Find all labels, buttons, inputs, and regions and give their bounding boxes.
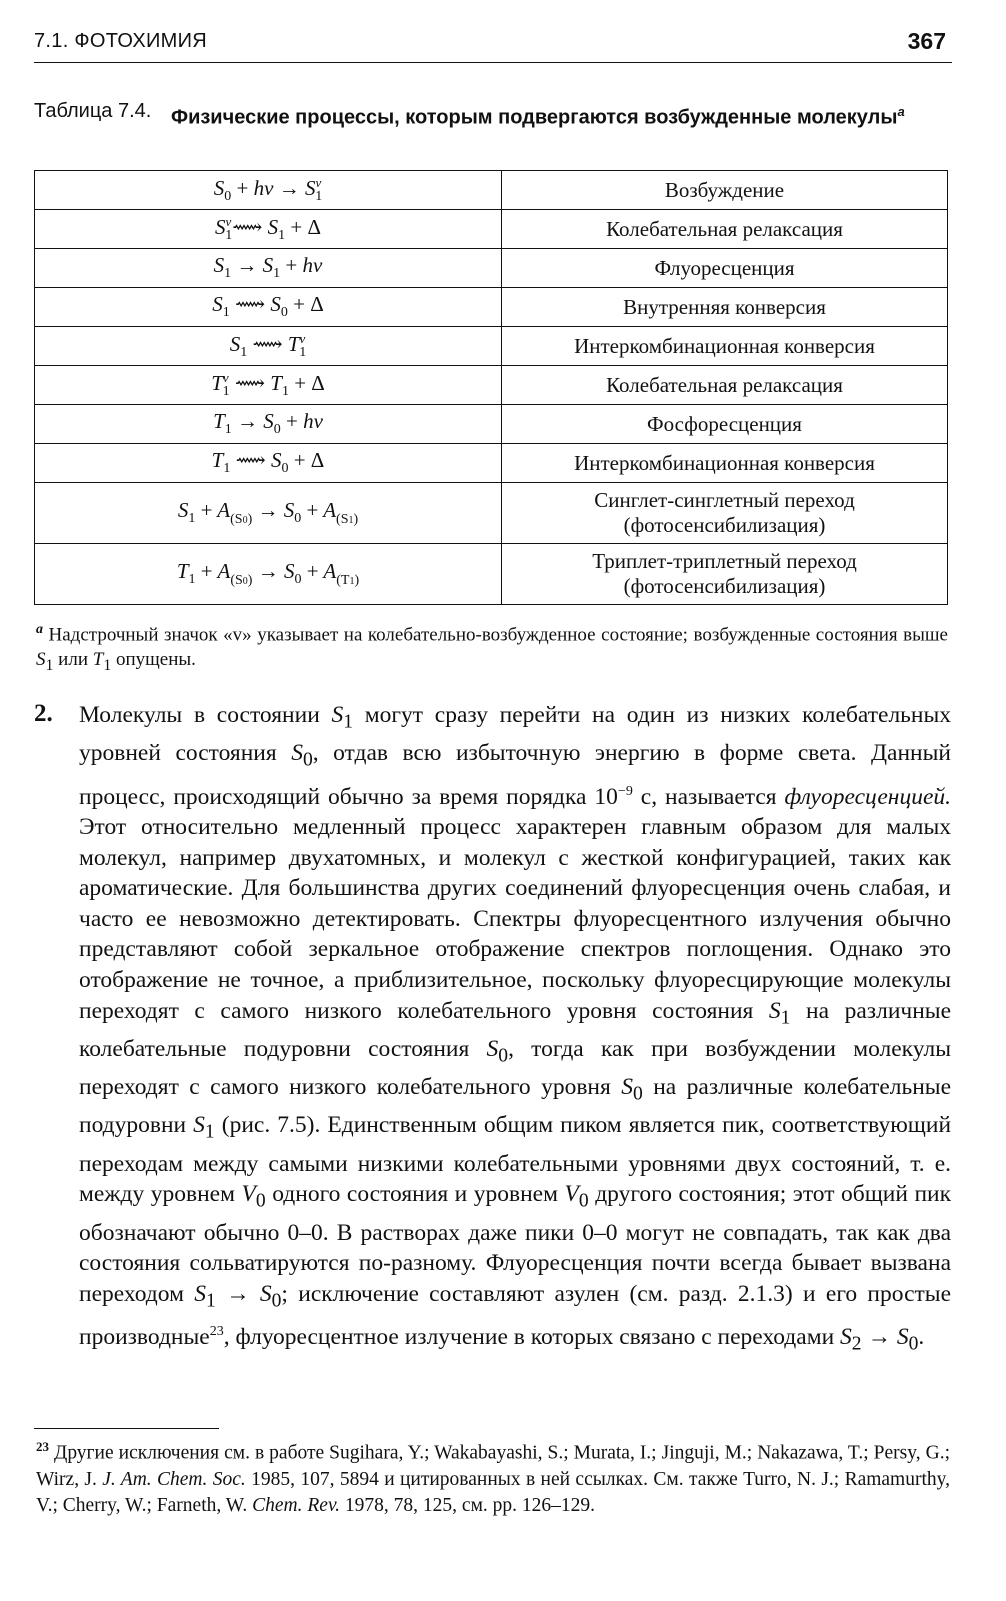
table-row xyxy=(35,210,948,249)
equation-cell: $S_1 + A_{(S0)} \to S_0 + A_{(S1)}$ xyxy=(35,483,502,544)
process-cell: Колебательная релаксация xyxy=(502,366,948,405)
running-header xyxy=(34,28,952,63)
item-number: 2. xyxy=(34,700,53,727)
term-fluorescence: флуоресценцией. xyxy=(784,783,952,810)
process-cell: Синглет-синглетный переход (фотосенсибилизация) xyxy=(502,483,948,544)
equation-cell: $S_1 \to S_1 + h\nu$ xyxy=(35,249,502,288)
footnote-23: $^{23}$ Другие исключения см. в работе Sugihara, Y.; Wakabayashi, S.; Murata, I.; Jinguji, M.; Nakazawa, T.; Persy, G.; Wirz, J. J. Am. Chem. Soc. 1985, 107, 5894 и цитированных в ней ссылках. См. также Turro, N. J.; Ramamurthy, V.; Cherry, W.; Farneth, W. Chem. Rev. 1978, 78, 125, см. pp. 126–129. xyxy=(36,1439,951,1516)
section-title: 7.1. ФОТОХИМИЯ xyxy=(34,30,208,52)
process-cell: Триплет-триплетный переход (фотосенсибилизация) xyxy=(502,544,948,605)
table-label: Таблица 7.4. xyxy=(34,100,152,122)
process-cell: Внутренняя конверсия xyxy=(502,288,948,327)
equation-cell: $S^v_1⟿$ $S_1 + \Delta$ xyxy=(35,210,502,249)
process-cell: Интеркомбинационная конверсия xyxy=(502,327,948,366)
process-cell: Фосфоресценция xyxy=(502,405,948,444)
table-row xyxy=(35,366,948,405)
footnote-ref-23: 23 xyxy=(209,1324,224,1340)
table-footnote: $^a$ Надстрочный значок «v» указывает на колебательно-возбужденное состояние; возбужденные состояния выше $S_1$ или $T_1$ опущены. xyxy=(36,622,948,675)
processes-table xyxy=(34,170,948,605)
table-row xyxy=(35,171,948,210)
table-title: Физические процессы, которым подвергаются возбужденные молекулы$^a$ xyxy=(171,104,905,129)
table-note-mark: a xyxy=(897,104,905,119)
equation-cell: $S_1$ ⟿ $T^v_1$ xyxy=(35,327,502,366)
equation-cell: $S_1$ ⟿ $S_0 + \Delta$ xyxy=(35,288,502,327)
equation-cell: $T_1 \to S_0 + h\nu$ xyxy=(35,405,502,444)
process-cell: Интеркомбинационная конверсия xyxy=(502,444,948,483)
equation-cell: $T_1$ ⟿ $S_0 + \Delta$ xyxy=(35,444,502,483)
process-cell: Флуоресценция xyxy=(502,249,948,288)
table-row xyxy=(35,249,948,288)
table-row xyxy=(35,405,948,444)
table-row xyxy=(35,544,948,605)
footnote-mark: a xyxy=(36,622,43,637)
page-number: 367 xyxy=(907,28,946,54)
equation-cell: $S_0 + h\nu \to S^v_1$ xyxy=(35,171,502,210)
process-cell: Колебательная релаксация xyxy=(502,210,948,249)
table-row xyxy=(35,327,948,366)
table-row xyxy=(35,444,948,483)
equation-cell: $T_1 + A_{(S0)} \to S_0 + A_{(T1)}$ xyxy=(35,544,502,605)
process-cell: Возбуждение xyxy=(502,171,948,210)
footnote-divider xyxy=(34,1428,219,1429)
table-row xyxy=(35,288,948,327)
equation-cell: $T^v_1$ ⟿ $T_1 + \Delta$ xyxy=(35,366,502,405)
footnote-mark-23: 23 xyxy=(36,1439,49,1454)
body-paragraph: Молекулы в состоянии $S_1$ могут сразу перейти на один из низких колебательных уровней состояния $S_0$, отдав всю избыточную энергию в форме света. Данный процесс, происходящий обычно за время порядка $10^{-9}$ с, называется флуоресценцией. Этот относительно медленный процесс характерен главным образом для малых молекул, например двухатомных, и молекул с жесткой конфигурацией, таких как ароматические. Для большинства других соединений флуоресценция очень слабая, и часто ее невозможно детектировать. Спектры флуоресцентного излучения обычно представляют собой зеркальное отображение спектров поглощения. Однако это отображение не точное, а приблизительное, поскольку флуоресцирующие молекулы переходят с самого низкого колебательного уровня состояния $S_1$ на различные колебательные подуровни состояния $S_0$, тогда как при возбуждении молекулы переходят с самого низкого колебательного уровня $S_0$ на различные колебательные подуровни $S_1$ (рис. 7.5). Единственным общим пиком является пик, соответствующий переходам между самыми низкими колебательными уровнями двух состояний, т. е. между уровнем $V_0$ одного состояния и уровнем $V_0$ другого состояния; этот общий пик обозначают обычно 0–0. В растворах даже пики 0–0 могут не совпадать, так как два состояния сольватируются по-разному. Флуоресценция почти всегда бывает вызвана переходом $S_1 \to S_0$; исключение составляют азулен (см. разд. 2.1.3) и его простые производные$^{23}$, флуоресцентное излучение в которых связано с переходами $S_2 \to S_0$. xyxy=(79,702,952,1355)
table-row xyxy=(35,483,948,544)
